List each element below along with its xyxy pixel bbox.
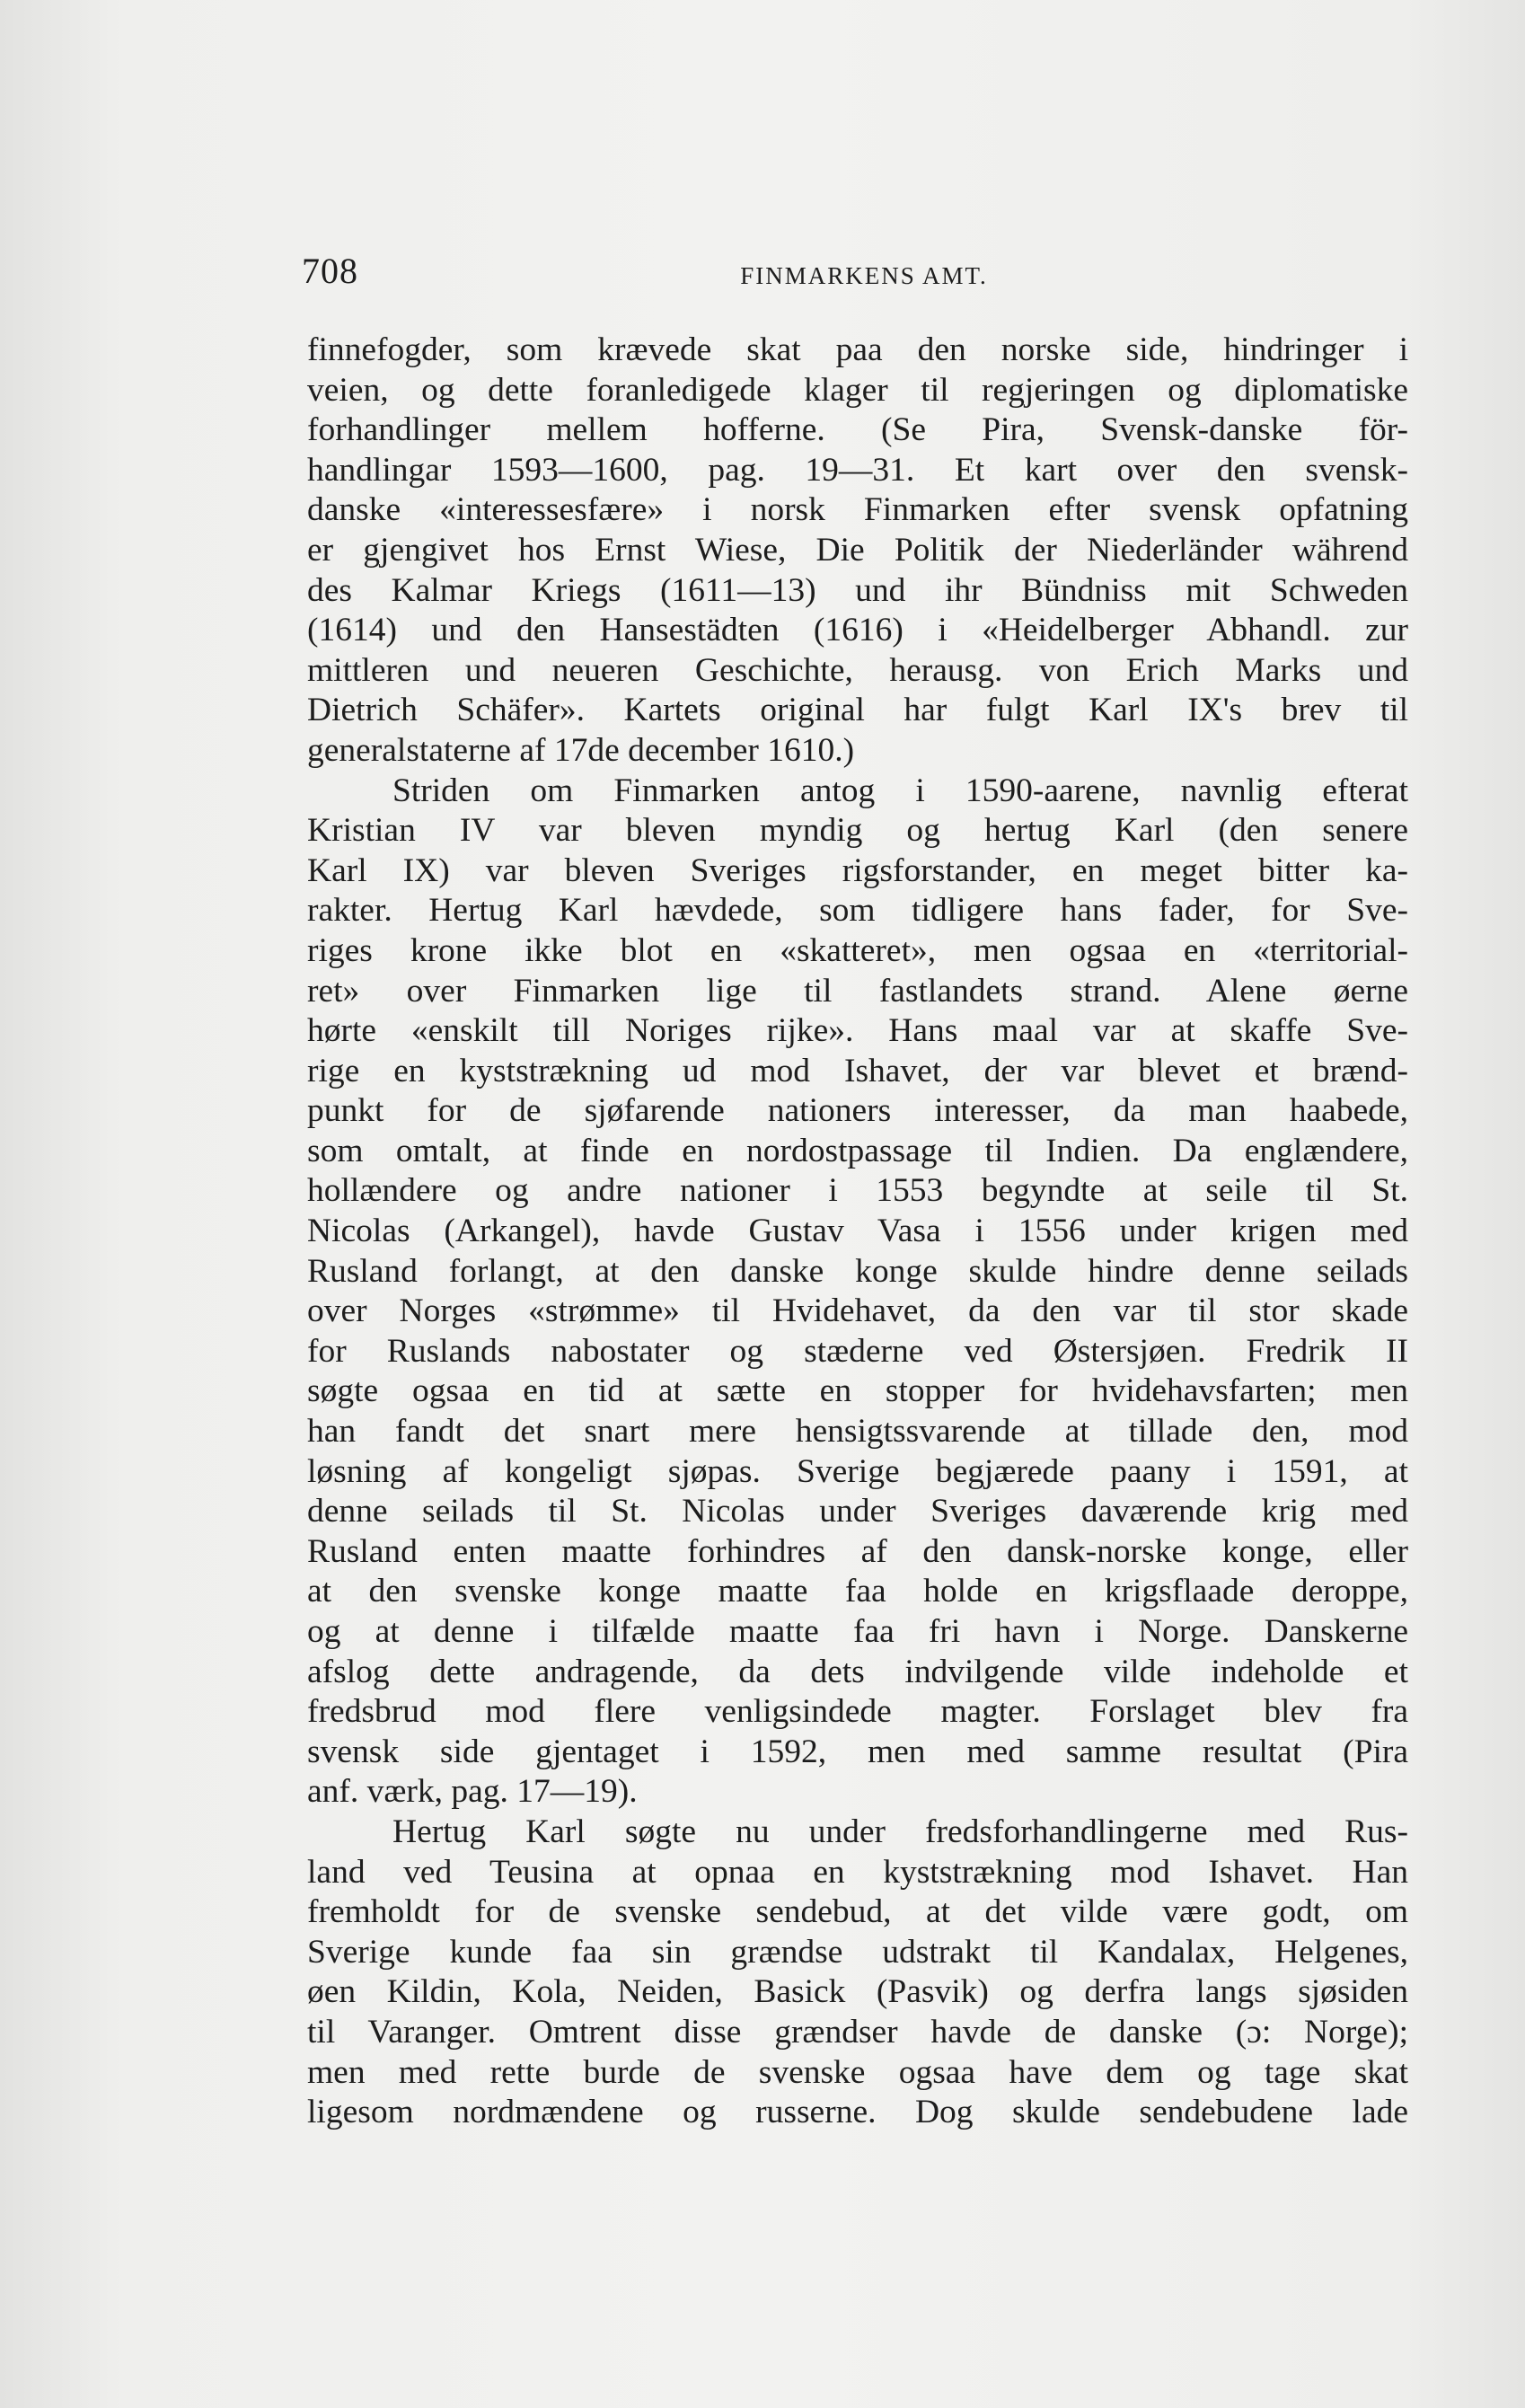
text-line: ret» over Finmarken lige til fastlandets strand. Alene øerne [307, 972, 1408, 1010]
text-line: forhandlinger mellem hofferne. (Se Pira, Svensk-danske för- [307, 411, 1408, 449]
text-line: (1614) und den Hansestädten (1616) i «Heidelberger Abhandl. zur [307, 612, 1408, 649]
text-line: afslog dette andragende, da dets indvilgende vilde indeholde et [307, 1653, 1408, 1690]
text-line: søgte ogsaa en tid at sætte en stopper for hvidehavsfarten; men [307, 1372, 1408, 1410]
text-line: til Varanger. Omtrent disse grændser havde de danske (ɔ: Norge); [307, 2013, 1408, 2051]
text-line: som omtalt, at finde en nordostpassage til Indien. Da englændere, [307, 1132, 1408, 1169]
text-line: riges krone ikke blot en «skatteret», men ogsaa en «territorial- [307, 931, 1408, 969]
page-number: 708 [302, 251, 358, 291]
text-line: men med rette burde de svenske ogsaa have dem og tage skat [307, 2053, 1408, 2091]
text-line: Sverige kunde faa sin grændse udstrakt til Kandalax, Helgenes, [307, 1933, 1408, 1971]
text-line: des Kalmar Kriegs (1611—13) und ihr Bündniss mit Schweden [307, 571, 1408, 609]
text-line: land ved Teusina at opnaa en kyststrækning mod Ishavet. Han [307, 1853, 1408, 1891]
running-title: FINMARKENS AMT. [740, 262, 988, 289]
page-header [302, 250, 1412, 304]
text-line: ligesom nordmændene og russerne. Dog skulde sendebudene lade [307, 2094, 1408, 2131]
text-line: øen Kildin, Kola, Neiden, Basick (Pasvik) og derfra langs sjøsiden [307, 1973, 1408, 2011]
text-line: løsning af kongeligt sjøpas. Sverige begjærede paany i 1591, at [307, 1452, 1408, 1490]
text-line: Dietrich Schäfer». Kartets original har fulgt Karl IX's brev til [307, 692, 1408, 729]
paragraph-first-line: Hertug Karl søgte nu under fredsforhandlingerne med Rus- [392, 1813, 1408, 1850]
text-line: punkt for de sjøfarende nationers interesser, da man haabede, [307, 1092, 1408, 1130]
text-line: fredsbrud mod flere venligsindede magter. Forslaget blev fra [307, 1693, 1408, 1731]
text-line: denne seilads til St. Nicolas under Sveriges daværende krig med [307, 1493, 1408, 1530]
text-line: mittleren und neueren Geschichte, herausg. von Erich Marks und [307, 651, 1408, 689]
text-line: for Ruslands nabostater og stæderne ved Østersjøen. Fredrik II [307, 1332, 1408, 1370]
text-line: veien, og dette foranledigede klager til regjeringen og diplomatiske [307, 371, 1408, 409]
text-line: han fandt det snart mere hensigtssvarende at tillade den, mod [307, 1413, 1408, 1451]
text-line: Rusland enten maatte forhindres af den dansk-norske konge, eller [307, 1532, 1408, 1570]
text-line: hollændere og andre nationer i 1553 begyndte at seile til St. [307, 1172, 1408, 1210]
text-line: Rusland forlangt, at den danske konge skulde hindre denne seilads [307, 1252, 1408, 1290]
text-line: generalstaterne af 17de december 1610.) [307, 731, 855, 769]
text-line: er gjengivet hos Ernst Wiese, Die Politik der Niederländer während [307, 531, 1408, 569]
text-line: anf. værk, pag. 17—19). [307, 1773, 638, 1811]
text-line: Kristian IV var bleven myndig og hertug Karl (den senere [307, 812, 1408, 850]
text-line: danske «interessesfære» i norsk Finmarken efter svensk opfatning [307, 491, 1408, 529]
text-line: fremholdt for de svenske sendebud, at det vilde være godt, om [307, 1893, 1408, 1931]
text-line: finnefogder, som krævede skat paa den norske side, hindringer i [307, 331, 1408, 368]
body-text [307, 331, 1408, 2133]
text-line: svensk side gjentaget i 1592, men med samme resultat (Pira [307, 1733, 1408, 1770]
paragraph-first-line: Striden om Finmarken antog i 1590-aarene, navnlig efterat [392, 772, 1408, 809]
text-line: at den svenske konge maatte faa holde en krigsflaade deroppe, [307, 1573, 1408, 1610]
text-line: over Norges «strømme» til Hvidehavet, da den var til stor skade [307, 1292, 1408, 1330]
text-line: og at denne i tilfælde maatte faa fri havn i Norge. Danskerne [307, 1613, 1408, 1650]
text-line: rige en kyststrækning ud mod Ishavet, der var blevet et brænd- [307, 1052, 1408, 1089]
text-line: Karl IX) var bleven Sveriges rigsforstander, en meget bitter ka- [307, 851, 1408, 889]
text-line: hørte «enskilt till Noriges rijke». Hans maal var at skaffe Sve- [307, 1012, 1408, 1050]
text-line: rakter. Hertug Karl hævdede, som tidligere hans fader, for Sve- [307, 892, 1408, 930]
text-line: handlingar 1593—1600, pag. 19—31. Et kart over den svensk- [307, 451, 1408, 489]
text-line: Nicolas (Arkangel), havde Gustav Vasa i 1556 under krigen med [307, 1213, 1408, 1250]
